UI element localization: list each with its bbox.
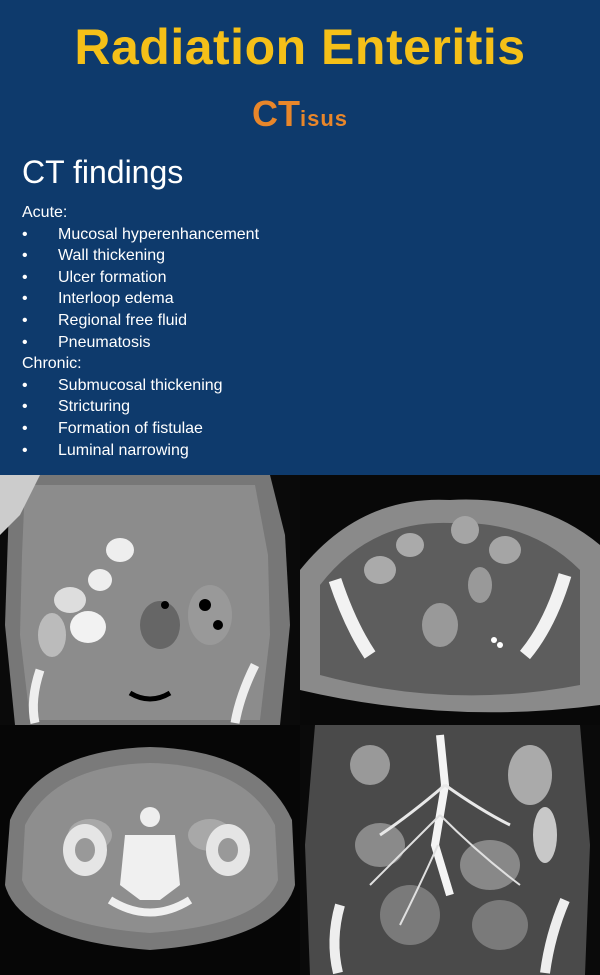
list-item-text: Stricturing — [58, 398, 131, 416]
ct-scan-coronal-1 — [0, 475, 300, 725]
bullet-icon: • — [22, 376, 28, 394]
list-item-text: Submucosal thickening — [58, 376, 223, 394]
list-item-text: Ulcer formation — [58, 268, 167, 286]
list-item — [22, 310, 259, 332]
list-item-text: Mucosal hyperenhancement — [58, 225, 260, 243]
list-item — [22, 224, 259, 246]
list-item — [22, 418, 259, 440]
list-item-text: Regional free fluid — [58, 311, 187, 329]
bullet-icon: • — [22, 333, 28, 351]
bullet-icon: • — [22, 290, 28, 308]
list-item-text: Luminal narrowing — [58, 441, 189, 459]
list-item — [22, 288, 259, 310]
list-item-text: Formation of fistulae — [58, 419, 203, 437]
list-item — [22, 245, 259, 267]
findings-heading: CT findings — [22, 154, 184, 190]
bullet-icon: • — [22, 247, 28, 265]
list-item — [22, 440, 259, 462]
list-item-text: Pneumatosis — [58, 333, 151, 351]
group-label-chronic: Chronic: — [22, 355, 82, 373]
list-item — [22, 375, 259, 397]
group-label-acute: Acute: — [22, 204, 68, 221]
bullet-icon: • — [22, 311, 28, 329]
bullet-icon: • — [22, 225, 28, 243]
chronic-list — [22, 375, 259, 461]
list-item-text: Wall thickening — [58, 247, 166, 265]
page-title: Radiation Enteritis — [74, 19, 526, 75]
list-item — [22, 396, 259, 418]
logo-isus: isus — [299, 106, 349, 131]
bullet-icon: • — [22, 441, 28, 459]
bullet-icon: • — [22, 419, 28, 437]
logo-ct: CT — [251, 93, 300, 134]
ct-scan-axial-pelvis — [300, 475, 600, 725]
ctisus-logo — [0, 94, 600, 142]
list-item-text: Interloop edema — [58, 290, 174, 308]
list-item — [22, 267, 259, 289]
findings-list — [22, 202, 259, 461]
list-item — [22, 332, 259, 354]
acute-list — [22, 224, 259, 354]
ct-scan-coronal-2 — [300, 725, 600, 975]
header-panel — [0, 0, 600, 475]
bullet-icon: • — [22, 398, 28, 416]
ct-scan-axial-kidneys — [0, 725, 300, 975]
bullet-icon: • — [22, 268, 28, 286]
ct-image-grid — [0, 475, 600, 975]
